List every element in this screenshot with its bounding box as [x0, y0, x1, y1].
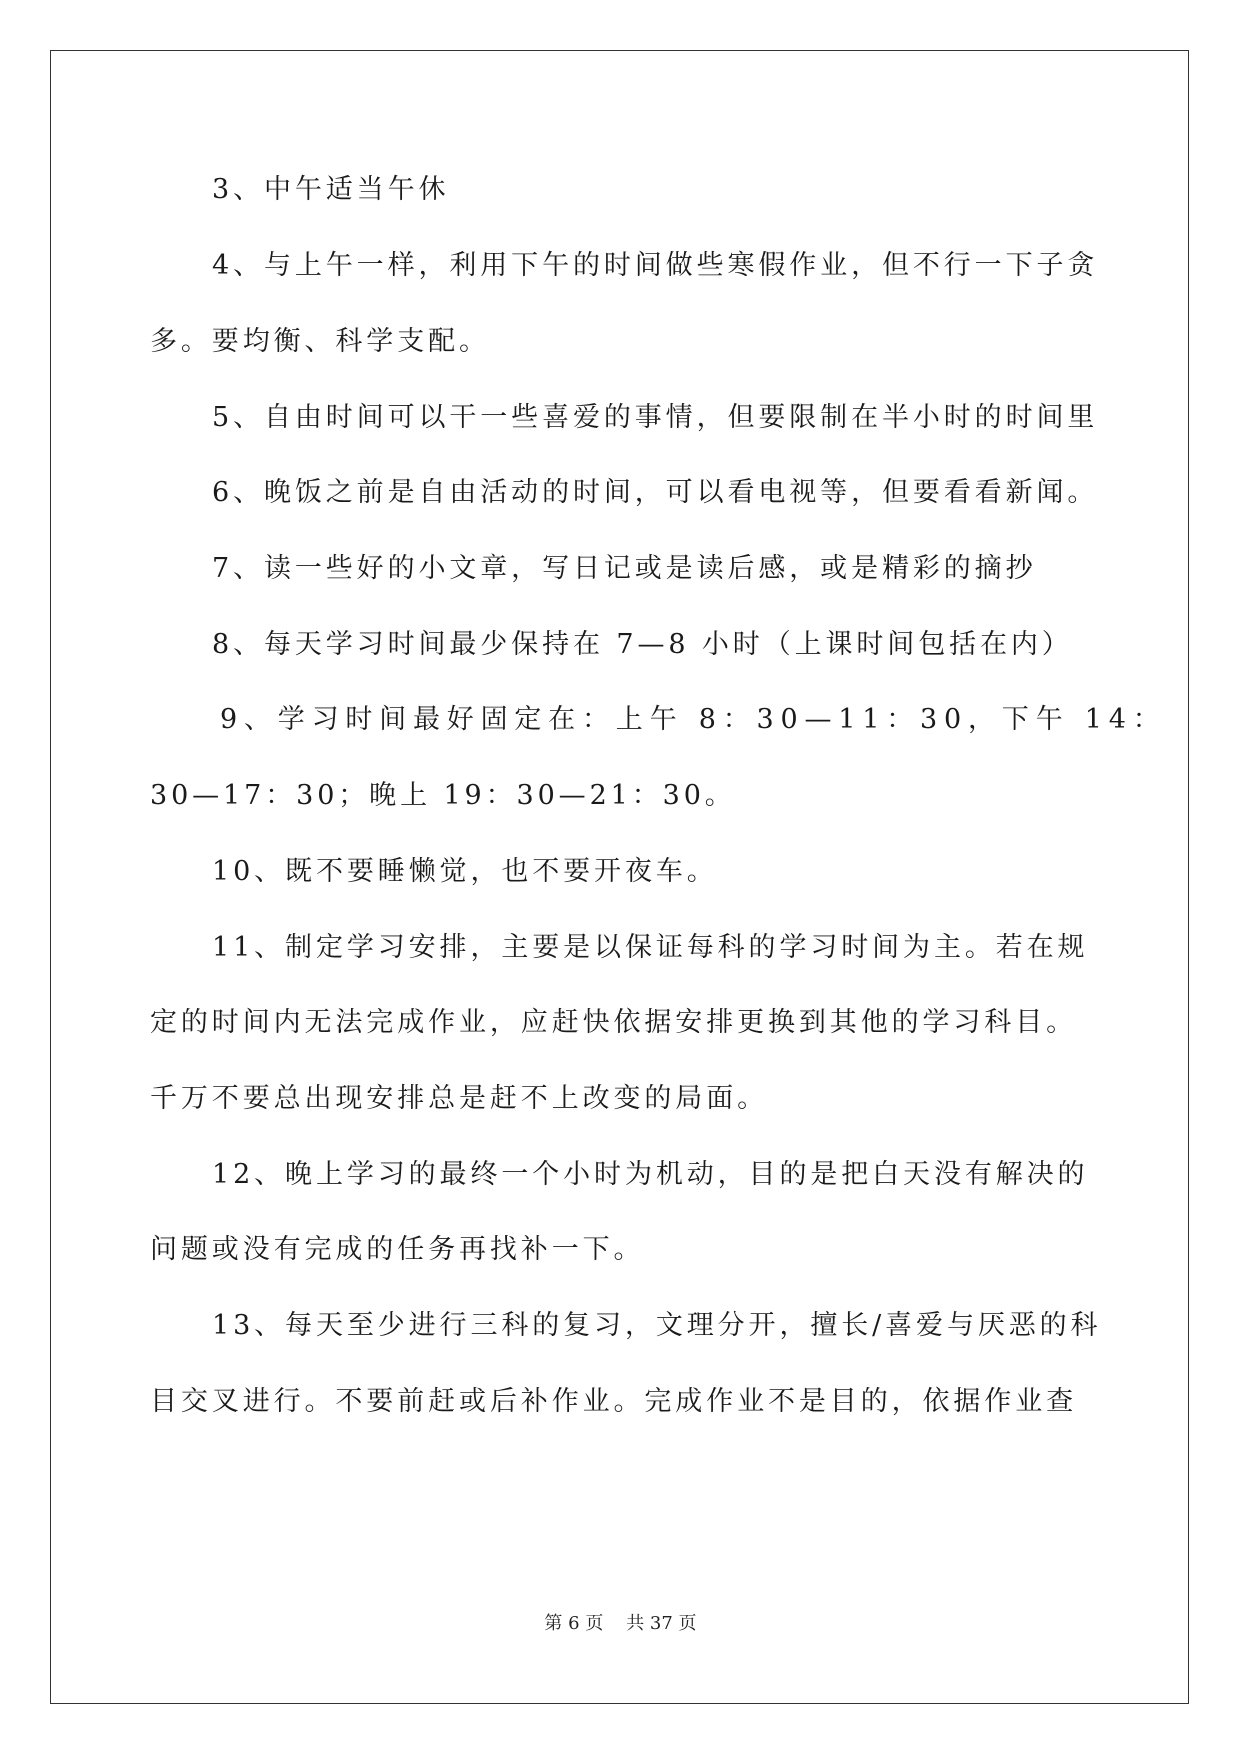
paragraph-13-line-2: 目交叉进行。不要前赶或后补作业。完成作业不是目的，依据作业查 — [150, 1386, 1077, 1417]
paragraph-9-line-2: 30—17：30；晚上 19：30—21：30。 — [150, 780, 736, 811]
paragraph-11-line-2: 定的时间内无法完成作业，应赶快依据安排更换到其他的学习科目。 — [150, 1007, 1077, 1038]
paragraph-6-line-1: 6、晚饭之前是自由活动的时间，可以看电视等，但要看看新闻。 — [212, 477, 1099, 508]
page-number-footer: 第 6 页 共 37 页 — [544, 1613, 697, 1634]
paragraph-4-line-2: 多。要均衡、科学支配。 — [150, 326, 490, 357]
paragraph-9-line-1: 9、学习时间最好固定在：上午 8：30—11：30，下午 14： — [220, 704, 1167, 735]
paragraph-10-line-1: 10、既不要睡懒觉，也不要开夜车。 — [212, 856, 718, 887]
paragraph-8-line-1: 8、每天学习时间最少保持在 7—8 小时（上课时间包括在内） — [212, 629, 1073, 660]
paragraph-12-line-1: 12、晚上学习的最终一个小时为机动，目的是把白天没有解决的 — [212, 1159, 1089, 1190]
paragraph-12-line-2: 问题或没有完成的任务再找补一下。 — [150, 1234, 645, 1265]
paragraph-13-line-1: 13、每天至少进行三科的复习，文理分开，擅长/喜爱与厌恶的科 — [212, 1310, 1102, 1341]
paragraph-4-line-1: 4、与上午一样，利用下午的时间做些寒假作业，但不行一下子贪 — [212, 250, 1099, 281]
paragraph-3-line-1: 3、中午适当午休 — [212, 174, 450, 205]
paragraph-11-line-1: 11、制定学习安排，主要是以保证每科的学习时间为主。若在规 — [212, 932, 1089, 963]
paragraph-7-line-1: 7、读一些好的小文章，写日记或是读后感，或是精彩的摘抄 — [212, 553, 1037, 584]
paragraph-11-line-3: 千万不要总出现安排总是赶不上改变的局面。 — [150, 1083, 768, 1114]
paragraph-5-line-1: 5、自由时间可以干一些喜爱的事情，但要限制在半小时的时间里 — [212, 402, 1099, 433]
